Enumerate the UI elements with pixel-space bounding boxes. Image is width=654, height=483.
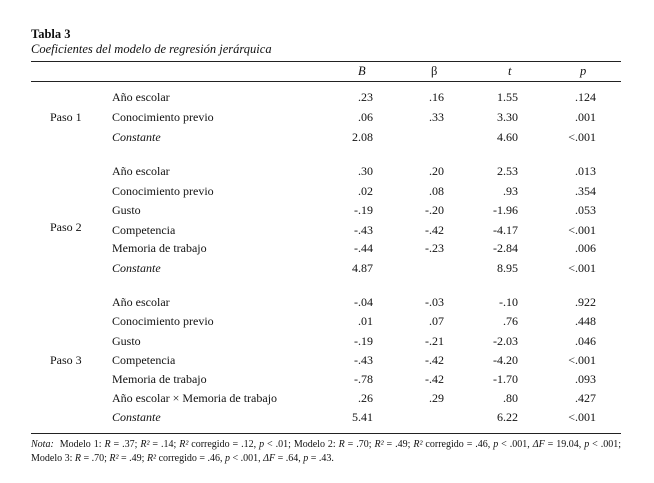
cell-t: -4.20 (493, 353, 518, 367)
cell-p: .001 (575, 110, 596, 124)
table-title: Tabla 3 (31, 27, 71, 41)
cell-p: <.001 (568, 130, 596, 144)
cell-p: .006 (575, 241, 596, 255)
cell-p: <.001 (568, 410, 596, 424)
cell-t: 8.95 (497, 261, 518, 275)
cell-t: 4.60 (497, 130, 518, 144)
cell-b: 4.87 (352, 261, 373, 275)
cell-beta: -.20 (425, 203, 444, 217)
cell-beta: .20 (429, 164, 444, 178)
cell-b: .06 (358, 110, 373, 124)
cell-b: .23 (358, 90, 373, 104)
cell-p: .448 (575, 314, 596, 328)
cell-b: .01 (358, 314, 373, 328)
variable-name: Conocimiento previo (112, 314, 214, 328)
cell-p: .427 (575, 391, 596, 405)
header-b: B (358, 64, 366, 78)
cell-p: .046 (575, 334, 596, 348)
variable-name: Constante (112, 130, 161, 144)
cell-b: -.43 (354, 353, 373, 367)
cell-b: .02 (358, 184, 373, 198)
variable-name: Constante (112, 261, 161, 275)
cell-b: 5.41 (352, 410, 373, 424)
variable-name: Gusto (112, 334, 141, 348)
cell-p: .093 (575, 372, 596, 386)
cell-b: 2.08 (352, 130, 373, 144)
variable-name: Conocimiento previo (112, 184, 214, 198)
cell-t: 2.53 (497, 164, 518, 178)
cell-beta: -.23 (425, 241, 444, 255)
header-p: p (580, 64, 587, 78)
variable-name: Gusto (112, 203, 141, 217)
cell-beta: .08 (429, 184, 444, 198)
note-label: Nota: (31, 439, 54, 450)
step-label: Paso 3 (50, 353, 82, 367)
top-rule (31, 61, 621, 62)
cell-t: .80 (503, 391, 518, 405)
variable-name: Competencia (112, 353, 176, 367)
cell-b: -.19 (354, 203, 373, 217)
cell-p: <.001 (568, 261, 596, 275)
variable-name: Competencia (112, 223, 176, 237)
cell-beta: .07 (429, 314, 444, 328)
variable-name: Memoria de trabajo (112, 372, 207, 386)
cell-t: 6.22 (497, 410, 518, 424)
cell-t: -1.96 (493, 203, 518, 217)
cell-b: .30 (358, 164, 373, 178)
step-label: Paso 1 (50, 110, 82, 124)
step-label: Paso 2 (50, 220, 82, 234)
variable-name: Año escolar (112, 90, 170, 104)
cell-p: <.001 (568, 353, 596, 367)
cell-b: -.44 (354, 241, 373, 255)
cell-t: -4.17 (493, 223, 518, 237)
cell-t: .93 (503, 184, 518, 198)
cell-p: .013 (575, 164, 596, 178)
variable-name: Año escolar × Memoria de trabajo (112, 391, 278, 405)
cell-p: .053 (575, 203, 596, 217)
cell-beta: .29 (429, 391, 444, 405)
header-rule (31, 81, 621, 82)
cell-beta: .16 (429, 90, 444, 104)
variable-name: Conocimiento previo (112, 110, 214, 124)
cell-t: 3.30 (497, 110, 518, 124)
cell-beta: -.03 (425, 295, 444, 309)
variable-name: Constante (112, 410, 161, 424)
cell-t: -.10 (499, 295, 518, 309)
cell-p: .922 (575, 295, 596, 309)
cell-p: .354 (575, 184, 596, 198)
header-beta: β (431, 64, 438, 78)
cell-t: -2.84 (493, 241, 518, 255)
cell-t: 1.55 (497, 90, 518, 104)
cell-b: -.04 (354, 295, 373, 309)
cell-beta: -.42 (425, 223, 444, 237)
cell-t: -1.70 (493, 372, 518, 386)
header-t: t (508, 64, 512, 78)
cell-b: -.19 (354, 334, 373, 348)
cell-p: <.001 (568, 223, 596, 237)
cell-b: -.78 (354, 372, 373, 386)
variable-name: Año escolar (112, 164, 170, 178)
cell-p: .124 (575, 90, 596, 104)
cell-beta: -.21 (425, 334, 444, 348)
variable-name: Año escolar (112, 295, 170, 309)
table-note (31, 438, 621, 465)
cell-t: -2.03 (493, 334, 518, 348)
cell-b: -.43 (354, 223, 373, 237)
cell-beta: -.42 (425, 353, 444, 367)
note-text: Modelo 1: R = .37; R² = .14; R² corregido = .12, p < .01; Modelo 2: R = .70; R² = .49; R² corregido = .46, p < .001, ΔF = 19.04, p < .001; Modelo 3: R = .70; R² = .49; R² corregido = .46, p < .001, ΔF = .64, p = .43. (31, 439, 622, 464)
cell-beta: .33 (429, 110, 444, 124)
cell-beta: -.42 (425, 372, 444, 386)
cell-t: .76 (503, 314, 518, 328)
variable-name: Memoria de trabajo (112, 241, 207, 255)
table-subtitle: Coeficientes del modelo de regresión jerárquica (31, 42, 272, 56)
bottom-rule (31, 433, 621, 434)
cell-b: .26 (358, 391, 373, 405)
